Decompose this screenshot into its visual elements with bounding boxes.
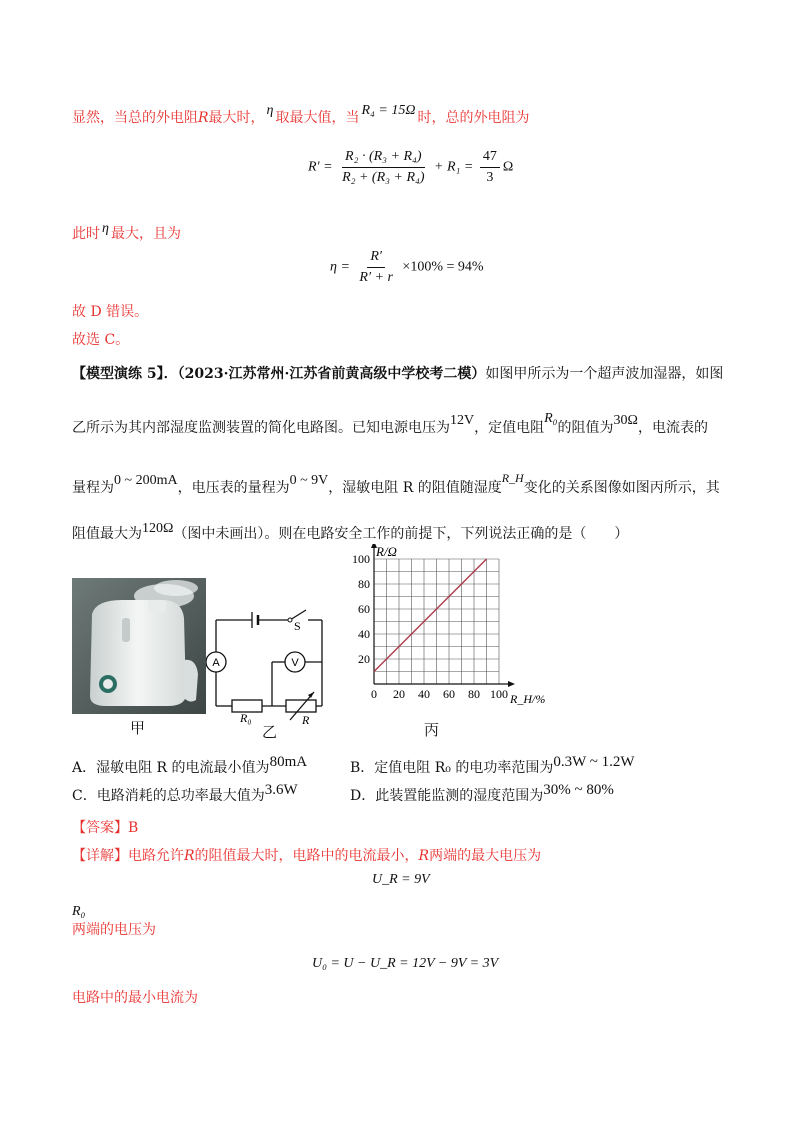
data-line	[374, 559, 487, 672]
option-b[interactable]	[350, 754, 635, 778]
x-tick-label: 60	[443, 687, 455, 701]
x-axis-arrow	[508, 681, 515, 687]
y-tick-label: 20	[358, 652, 370, 666]
eq-lhs: η =	[330, 259, 350, 275]
paragraph-max-resistance	[72, 103, 530, 129]
symbol-r: R	[418, 848, 430, 864]
detailed-solution	[72, 846, 541, 866]
numerator: 47	[480, 148, 500, 168]
humidifier-photo	[72, 578, 206, 714]
text: 最大，且为	[110, 226, 181, 242]
text: ，湿敏电阻 R 的阻值随湿度	[328, 480, 502, 496]
circuit-diagram	[206, 596, 330, 726]
text: 阻值最大为	[72, 526, 142, 542]
equation-ur: U_R = 9V	[372, 872, 430, 887]
text: 乙所示为其内部湿度监测装置的简化电路图。已知电源电压为	[72, 420, 450, 436]
equation-external-resistance	[308, 148, 513, 187]
x-tick-label: 100	[490, 687, 508, 701]
x-tick-label: 20	[393, 687, 405, 701]
x-axis-label: R_H/%	[510, 692, 546, 706]
figure-label-jia: 甲	[130, 719, 146, 737]
value-r-max: 120Ω	[142, 521, 174, 536]
y-tick-label: 60	[358, 602, 370, 616]
question-line-2	[72, 411, 708, 439]
y-axis-label: R/Ω	[376, 544, 397, 559]
text: 【详解】电路允许	[72, 848, 184, 864]
fraction	[339, 148, 427, 187]
text: 变化的关系图像如图丙所示，其	[523, 480, 720, 496]
option-d-value: 30% ~ 80%	[543, 782, 614, 798]
r0-voltage-line	[72, 904, 156, 940]
text: 此时	[72, 226, 100, 242]
symbol-rh: R_H	[501, 471, 524, 485]
graph-grid	[374, 559, 499, 684]
text: （图中未画出）。则在电路安全工作的前提下，下列说法正确的是（ ）	[173, 526, 629, 542]
numerator: R′	[367, 248, 385, 268]
r-label: R	[302, 713, 310, 726]
value-voltage: 12V	[450, 413, 475, 428]
equation-efficiency	[330, 248, 484, 287]
denominator: R′ + r	[359, 270, 393, 285]
y-tick-label: 40	[358, 627, 370, 641]
x-tick-label: 0	[371, 687, 377, 701]
graph-axes	[371, 544, 515, 687]
text: 最大时，	[208, 110, 265, 126]
y-tick-label: 100	[352, 552, 370, 566]
eq-tail: + R₁ =	[434, 159, 474, 175]
option-c-value: 3.6W	[264, 782, 298, 798]
text: 量程为	[72, 480, 114, 496]
eq-tail: ×100% = 94%	[402, 259, 484, 275]
denominator: R₂ + (R₃ + R₄)	[342, 170, 425, 185]
text: ，电压表的量程为	[177, 480, 290, 496]
figure-label-bing: 丙	[424, 721, 440, 739]
eq-lhs: R′ =	[308, 159, 333, 175]
option-a-value: 80mA	[269, 754, 308, 770]
denominator: 3	[486, 170, 494, 185]
fraction	[356, 248, 396, 287]
question-line-1	[72, 364, 723, 384]
option-c[interactable]	[72, 782, 298, 806]
variable-resistor	[286, 700, 316, 712]
resistance-humidity-graph	[340, 544, 556, 718]
figure-label-yi: 乙	[262, 723, 278, 741]
conclusion-choose-c: 故选 C。	[72, 332, 130, 348]
paragraph-max-efficiency	[72, 221, 181, 245]
text: 如图甲所示为一个超声波加湿器，如图	[485, 366, 724, 382]
numerator: R₂ · (R₃ + R₄)	[342, 148, 425, 168]
min-current-line: 电路中的最小电流为	[72, 990, 198, 1006]
value-voltmeter-range: 0 ~ 9V	[289, 473, 329, 488]
answer: 【答案】B	[72, 820, 139, 836]
voltmeter-label: V	[291, 657, 299, 669]
ammeter-label: A	[212, 657, 220, 669]
text: 显然，当总的外电阻	[72, 110, 198, 126]
symbol-r: R	[198, 110, 209, 126]
text: ，定值电阻	[474, 420, 545, 436]
text: 两端的最大电压为	[429, 848, 542, 864]
unit: Ω	[502, 159, 514, 175]
r0-label: R₀	[240, 711, 252, 725]
switch-label: S	[294, 619, 301, 633]
text: 两端的电压为	[72, 922, 156, 938]
question-line-3	[72, 471, 720, 499]
x-tick-label: 40	[418, 687, 430, 701]
option-b-value: 0.3W ~ 1.2W	[553, 754, 635, 770]
text: 取最大值，当	[275, 110, 360, 126]
symbol-r: R	[184, 848, 195, 864]
equation-u0: U₀ = U − U_R = 12V − 9V = 3V	[312, 956, 499, 971]
fraction	[480, 148, 500, 187]
value-ammeter-range: 0 ~ 200mA	[114, 473, 178, 488]
condition-r4: R₄ = 15Ω	[361, 103, 416, 118]
symbol-eta: η	[102, 221, 109, 236]
symbol-eta: η	[266, 103, 274, 118]
conclusion-d-wrong: 故 D 错误。	[72, 304, 149, 320]
graph-ticks	[352, 552, 508, 701]
x-tick-label: 80	[468, 687, 480, 701]
question-line-4	[72, 521, 629, 545]
text: 的阻值为	[557, 420, 614, 436]
option-d[interactable]	[350, 782, 614, 806]
option-a-text: A．湿敏电阻 R 的电流最小值为	[72, 760, 270, 776]
text: 时，总的外电阻为	[417, 110, 530, 126]
text: 的阻值最大时，电路中的电流最小，	[194, 848, 419, 864]
y-tick-label: 80	[358, 577, 370, 591]
value-r0: 30Ω	[613, 413, 638, 428]
option-d-text: D．此装置能监测的湿度范围为	[350, 788, 544, 804]
option-b-text: B．定值电阻 R₀ 的电功率范围为	[350, 760, 554, 776]
text: ，电流表的	[637, 420, 708, 436]
option-a[interactable]	[72, 754, 308, 778]
question-tag: 【模型演练 5】．（2023·江苏常州·江苏省前黄高级中学校考二模）	[72, 366, 486, 382]
symbol-r0: R₀	[72, 904, 86, 919]
symbol-r0: R₀	[544, 411, 558, 426]
option-c-text: C．电路消耗的总功率最大值为	[72, 788, 265, 804]
